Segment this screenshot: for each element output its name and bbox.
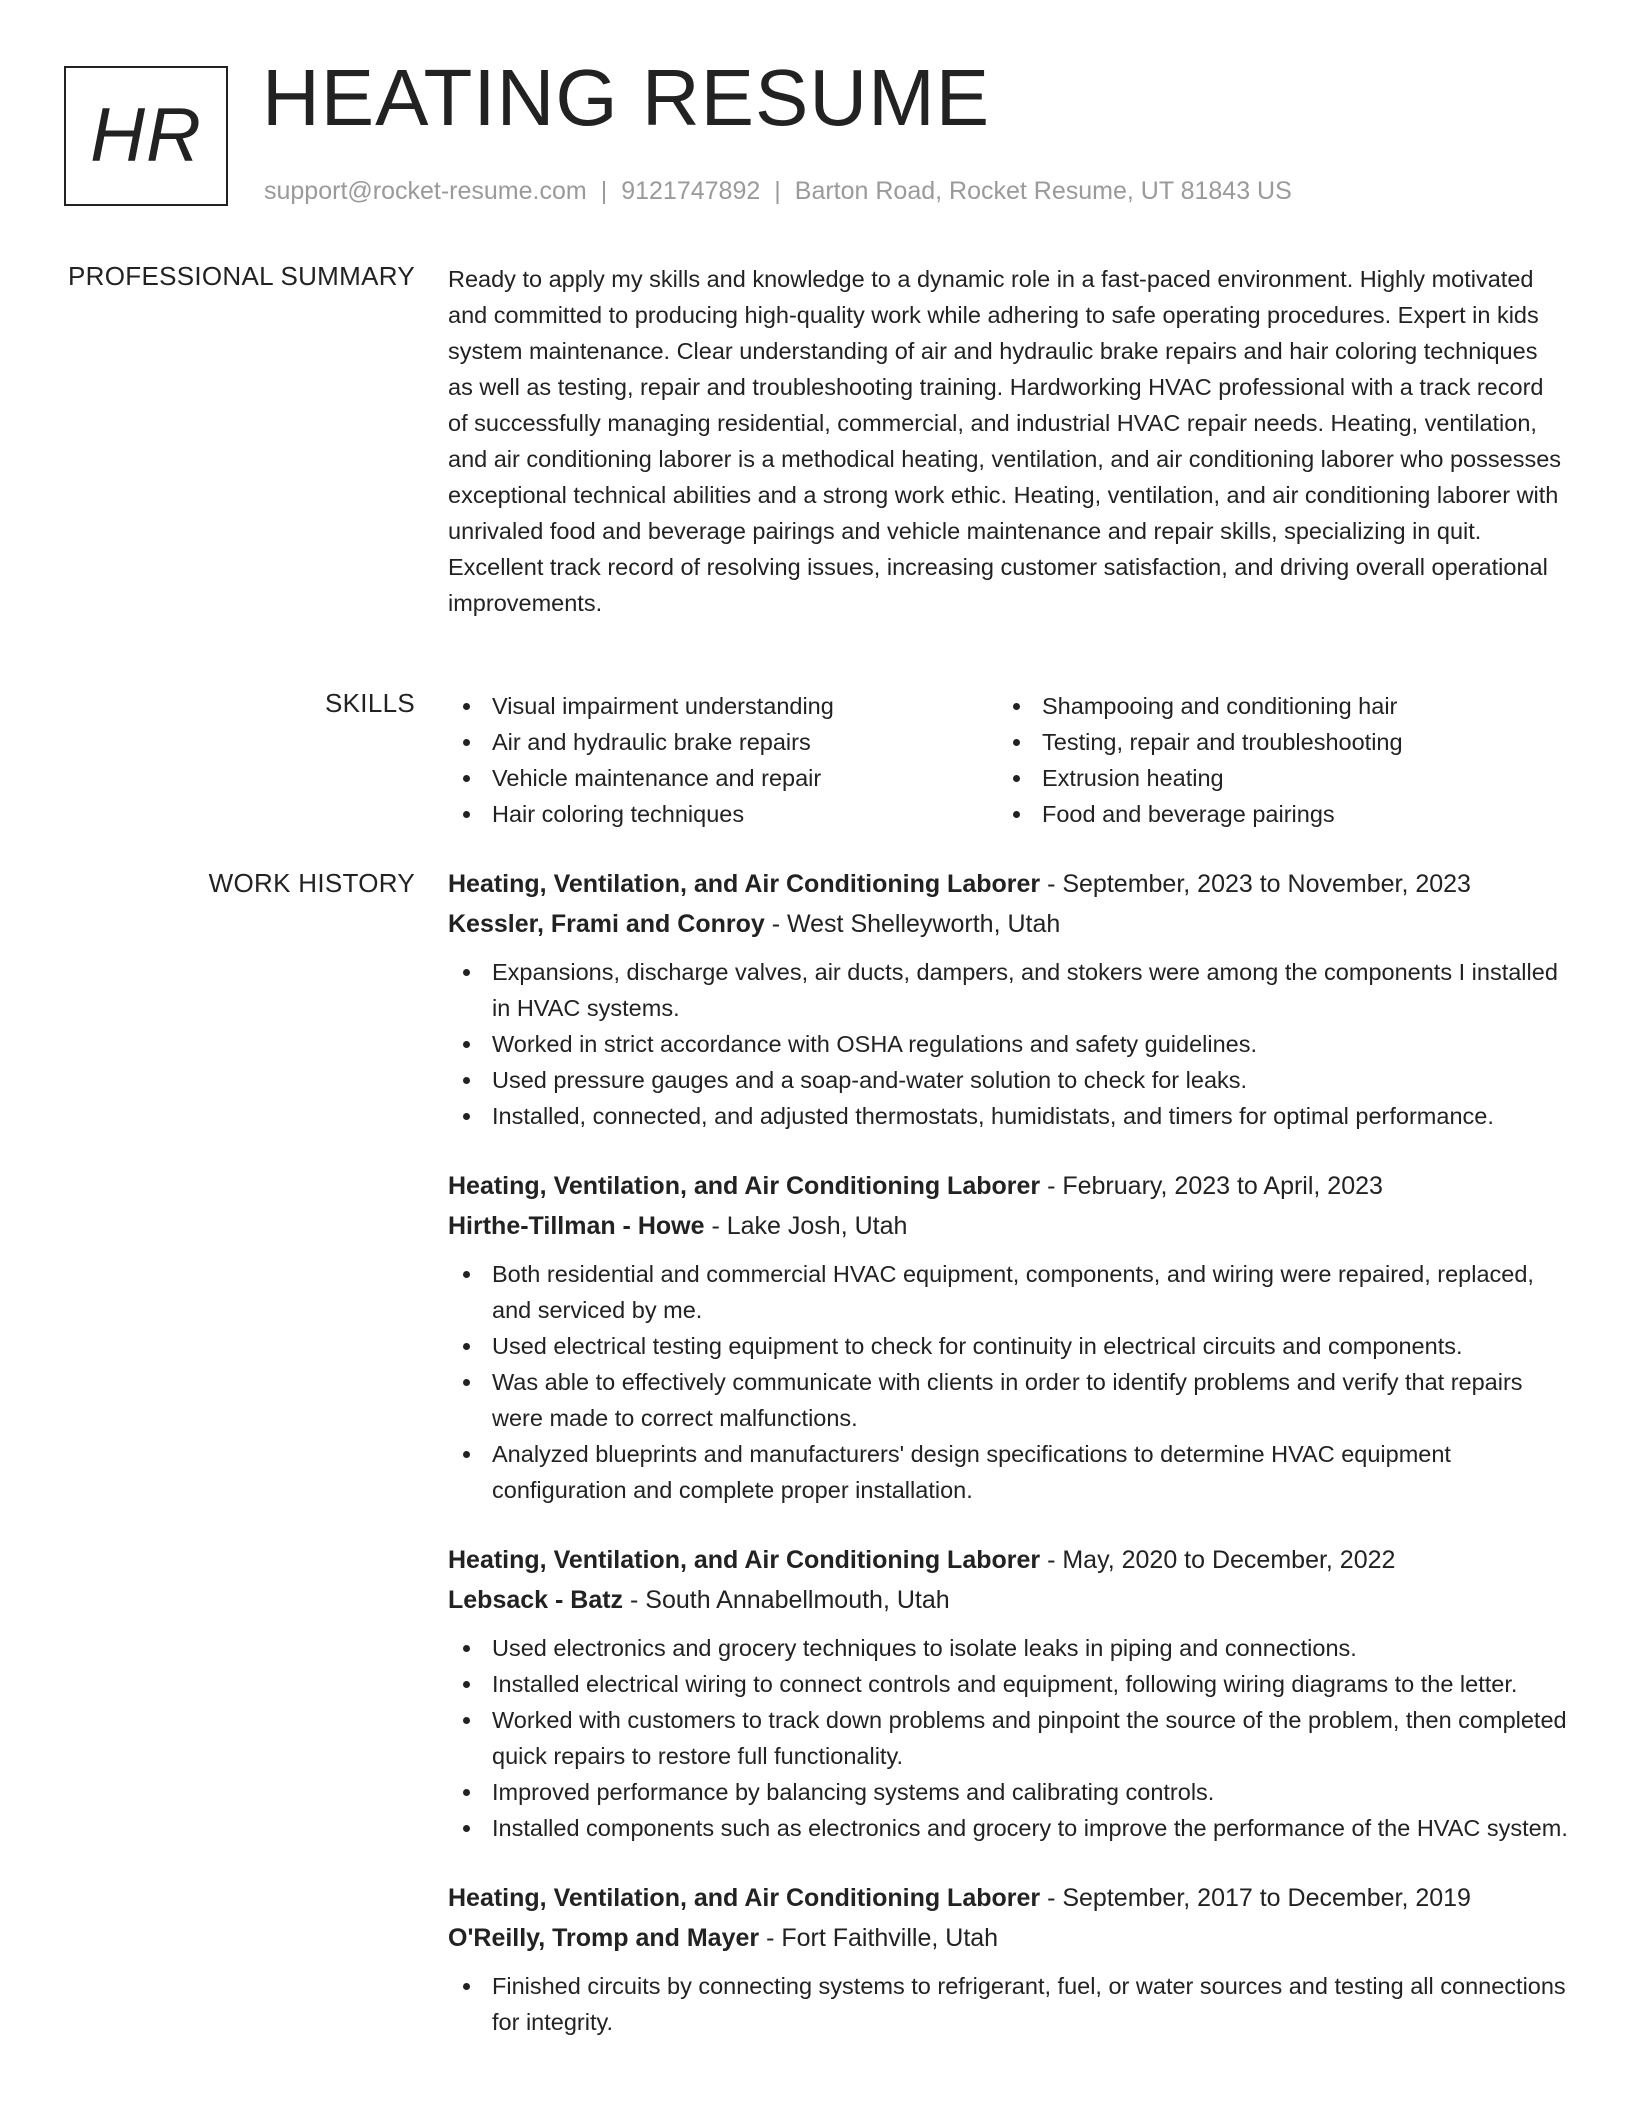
- skill-item: Hair coloring techniques: [448, 796, 998, 832]
- skill-item: Shampooing and conditioning hair: [998, 688, 1403, 724]
- job-bullet: Worked in strict accordance with OSHA regulations and safety guidelines.: [448, 1026, 1568, 1062]
- skills-list-left: [448, 688, 998, 832]
- section-title-work: WORK HISTORY: [208, 868, 415, 898]
- job-bullet: Installed components such as electronics and grocery to improve the performance of the HVAC system.: [448, 1810, 1568, 1846]
- job-company: Lebsack - Batz: [448, 1586, 624, 1614]
- contact-phone: 9121747892: [621, 177, 761, 205]
- job-entry: [448, 1166, 1568, 1508]
- job-dates: - May, 2020 to December, 2022: [1040, 1546, 1396, 1574]
- job-role: Heating, Ventilation, and Air Conditioning Laborer: [448, 1546, 1041, 1574]
- job-company: Hirthe-Tillman - Howe: [448, 1212, 705, 1240]
- job-dates: - February, 2023 to April, 2023: [1040, 1172, 1383, 1200]
- job-bullet: Finished circuits by connecting systems to refrigerant, fuel, or water sources and testing all connections for integrity.: [448, 1968, 1568, 2040]
- job-company-line: [448, 1918, 1568, 1958]
- skill-item: Extrusion heating: [998, 760, 1403, 796]
- monogram-box: [64, 66, 228, 206]
- job-bullet: Worked with customers to track down problems and pinpoint the source of the problem, then completed quick repairs to restore full functionality.: [448, 1702, 1568, 1774]
- work-body: [448, 864, 1568, 2072]
- job-entry: [448, 1878, 1568, 2040]
- summary-body: [448, 261, 1568, 621]
- job-title-line: [448, 1166, 1568, 1206]
- skill-item: Testing, repair and troubleshooting: [998, 724, 1403, 760]
- job-bullet: Installed electrical wiring to connect controls and equipment, following wiring diagrams to the letter.: [448, 1666, 1568, 1702]
- job-bullet: Used electronics and grocery techniques to isolate leaks in piping and connections.: [448, 1630, 1568, 1666]
- section-title-skills: SKILLS: [325, 688, 415, 718]
- skill-item: Air and hydraulic brake repairs: [448, 724, 998, 760]
- job-entry: [448, 1540, 1568, 1846]
- job-location: - South Annabellmouth, Utah: [623, 1586, 950, 1614]
- skills-list-right: [998, 688, 1403, 832]
- job-company-line: [448, 1580, 1568, 1620]
- job-bullets: [448, 954, 1568, 1134]
- skills-body: [448, 688, 1568, 832]
- contact-address: Barton Road, Rocket Resume, UT 81843 US: [794, 177, 1292, 205]
- job-title-line: [448, 1878, 1568, 1918]
- job-bullets: [448, 1630, 1568, 1846]
- skill-item: Food and beverage pairings: [998, 796, 1403, 832]
- job-bullet: Used electrical testing equipment to check for continuity in electrical circuits and components.: [448, 1328, 1568, 1364]
- job-company-line: [448, 1206, 1568, 1246]
- job-bullet: Expansions, discharge valves, air ducts, dampers, and stokers were among the components I installed in HVAC systems.: [448, 954, 1568, 1026]
- job-company: Kessler, Frami and Conroy: [448, 910, 765, 938]
- job-dates: - September, 2023 to November, 2023: [1040, 870, 1471, 898]
- job-bullet: Was able to effectively communicate with clients in order to identify problems and verify that repairs were made to correct malfunctions.: [448, 1364, 1568, 1436]
- job-company: O'Reilly, Tromp and Mayer: [448, 1924, 760, 1952]
- job-role: Heating, Ventilation, and Air Conditioning Laborer: [448, 1884, 1041, 1912]
- job-bullets: [448, 1256, 1568, 1508]
- job-bullet: Both residential and commercial HVAC equipment, components, and wiring were repaired, replaced, and serviced by me.: [448, 1256, 1568, 1328]
- section-title-summary: PROFESSIONAL SUMMARY: [68, 261, 415, 291]
- job-company-line: [448, 904, 1568, 944]
- job-location: - Fort Faithville, Utah: [759, 1924, 999, 1952]
- job-role: Heating, Ventilation, and Air Conditioning Laborer: [448, 870, 1041, 898]
- contact-email: support@rocket-resume.com: [264, 177, 587, 205]
- resume-title: HEATING RESUME: [262, 53, 991, 142]
- summary-text: Ready to apply my skills and knowledge to a dynamic role in a fast-paced environment. Highly motivated and committed to producing high-quality work while adhering to safe operating procedures. Expert in kids system maintenance. Clear understanding of air and hydraulic brake repairs and hair coloring techniques as well as testing, repair and troubleshooting training. Hardworking HVAC professional with a track record of successfully managing residential, commercial, and industrial HVAC repair needs. Heating, ventilation, and air conditioning laborer is a methodical heating, ventilation, and air conditioning laborer who possesses exceptional technical abilities and a strong work ethic. Heating, ventilation, and air conditioning laborer with unrivaled food and beverage pairings and vehicle maintenance and repair skills, specializing in quit. Excellent track record of resolving issues, increasing customer satisfaction, and driving overall operational improvements.: [448, 266, 1562, 616]
- skill-item: Vehicle maintenance and repair: [448, 760, 998, 796]
- job-title-line: [448, 864, 1568, 904]
- job-bullets: [448, 1968, 1568, 2040]
- skill-item: Visual impairment understanding: [448, 688, 998, 724]
- job-bullet: Used pressure gauges and a soap-and-water solution to check for leaks.: [448, 1062, 1568, 1098]
- contact-separator: |: [600, 177, 608, 205]
- job-bullet: Installed, connected, and adjusted thermostats, humidistats, and timers for optimal performance.: [448, 1098, 1568, 1134]
- job-bullet: Improved performance by balancing systems and calibrating controls.: [448, 1774, 1568, 1810]
- job-role: Heating, Ventilation, and Air Conditioning Laborer: [448, 1172, 1041, 1200]
- job-title-line: [448, 1540, 1568, 1580]
- job-dates: - September, 2017 to December, 2019: [1040, 1884, 1471, 1912]
- monogram-initials: HR: [90, 93, 202, 178]
- job-location: - Lake Josh, Utah: [704, 1212, 908, 1240]
- contact-separator: |: [774, 177, 781, 205]
- job-entry: [448, 864, 1568, 1134]
- job-location: - West Shelleyworth, Utah: [764, 910, 1061, 938]
- job-bullet: Analyzed blueprints and manufacturers' design specifications to determine HVAC equipment configuration and complete proper installation.: [448, 1436, 1568, 1508]
- contact-line: [264, 176, 1292, 206]
